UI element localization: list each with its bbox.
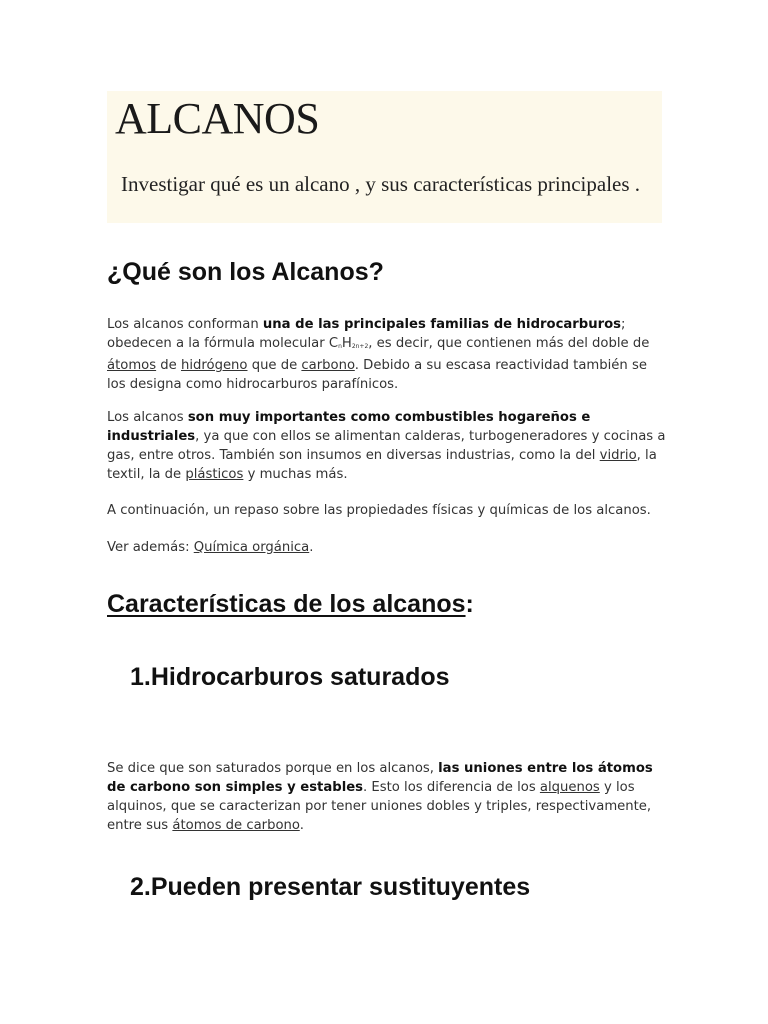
text-run: y los alquinos, que se caracterizan por tener uniones dobles y triples, respectivamente, entre sus: [107, 780, 652, 833]
heading-text: Características de los alcanos: [107, 590, 466, 618]
section-heading-caracteristicas: [107, 590, 474, 619]
link-plasticos[interactable]: plásticos: [185, 467, 244, 482]
subscript: 2n+2: [351, 343, 369, 350]
text-run: Se dice que son saturados porque en los alcanos,: [107, 761, 439, 776]
text-run: ; obedecen a la fórmula molecular C: [107, 317, 626, 351]
paragraph-importance: [107, 408, 669, 484]
page-title: ALCANOS: [115, 94, 320, 143]
intro-word: es: [245, 172, 264, 196]
intro-word: Investigar: [121, 172, 205, 196]
intro-word: un: [268, 172, 290, 196]
link-hidrogeno[interactable]: hidrógeno: [180, 358, 248, 373]
intro-word: y: [365, 172, 376, 196]
intro-word: ,: [354, 172, 361, 196]
intro-word: características: [413, 172, 533, 196]
text-run: . Esto los diferencia de los: [363, 780, 540, 795]
paragraph-definition: [107, 315, 669, 394]
text-run: que de: [247, 358, 302, 373]
intro-text: [107, 170, 662, 198]
link-vidrio[interactable]: vidrio: [599, 448, 637, 463]
text-run: H: [341, 336, 352, 351]
text-run: , la textil, la de: [107, 448, 657, 482]
intro-word: principales: [537, 172, 630, 196]
paragraph-see-also: [107, 538, 669, 557]
text-run: . Debido a su escasa reactividad también se los designa como hidrocarburos parafínicos.: [107, 358, 647, 392]
text-run: .: [299, 818, 304, 833]
title-box: [107, 91, 662, 223]
heading-hidrocarburos-saturados: 1.Hidrocarburos saturados: [130, 663, 450, 691]
text-run: , ya que con ellos se alimentan calderas, turbogeneradores y cocinas a gas, entre otros. También son insumos en diversas industrias, como la del: [107, 429, 666, 463]
paragraph-continuation: A continuación, un repaso sobre las propiedades físicas y químicas de los alcanos.: [107, 503, 651, 518]
bold-text: las uniones entre los átomos de carbono son simples y estables: [107, 761, 653, 795]
text-run: Ver además:: [107, 540, 194, 555]
text-run: , es decir, que contienen más del doble de: [368, 336, 650, 351]
intro-word: qué: [210, 172, 241, 196]
intro-word: sus: [381, 172, 408, 196]
subscript: n: [338, 343, 342, 350]
link-alquenos[interactable]: alquenos: [539, 780, 600, 795]
bold-text: una de las principales familias de hidrocarburos: [262, 317, 622, 332]
text-run: y muchas más.: [243, 467, 348, 482]
link-carbono[interactable]: carbono: [301, 358, 355, 373]
link-atomos[interactable]: átomos: [107, 358, 157, 373]
intro-word: .: [634, 172, 641, 196]
section-heading-que-son: ¿Qué son los Alcanos?: [107, 258, 384, 286]
heading-sustituyentes: 2.Pueden presentar sustituyentes: [130, 873, 531, 901]
intro-word: alcano: [294, 172, 350, 196]
text-run: .: [309, 540, 314, 555]
link-atomos-de-carbono[interactable]: átomos de carbono: [172, 818, 300, 833]
bold-text: son muy importantes como combustibles hogareños e industriales: [107, 410, 591, 444]
paragraph-saturados: [107, 759, 669, 835]
link-quimica-organica[interactable]: Química orgánica: [193, 540, 310, 555]
heading-colon: :: [465, 590, 474, 618]
text-run: de: [156, 358, 181, 373]
text-run: Los alcanos: [107, 410, 188, 425]
text-run: Los alcanos conforman: [107, 317, 263, 332]
